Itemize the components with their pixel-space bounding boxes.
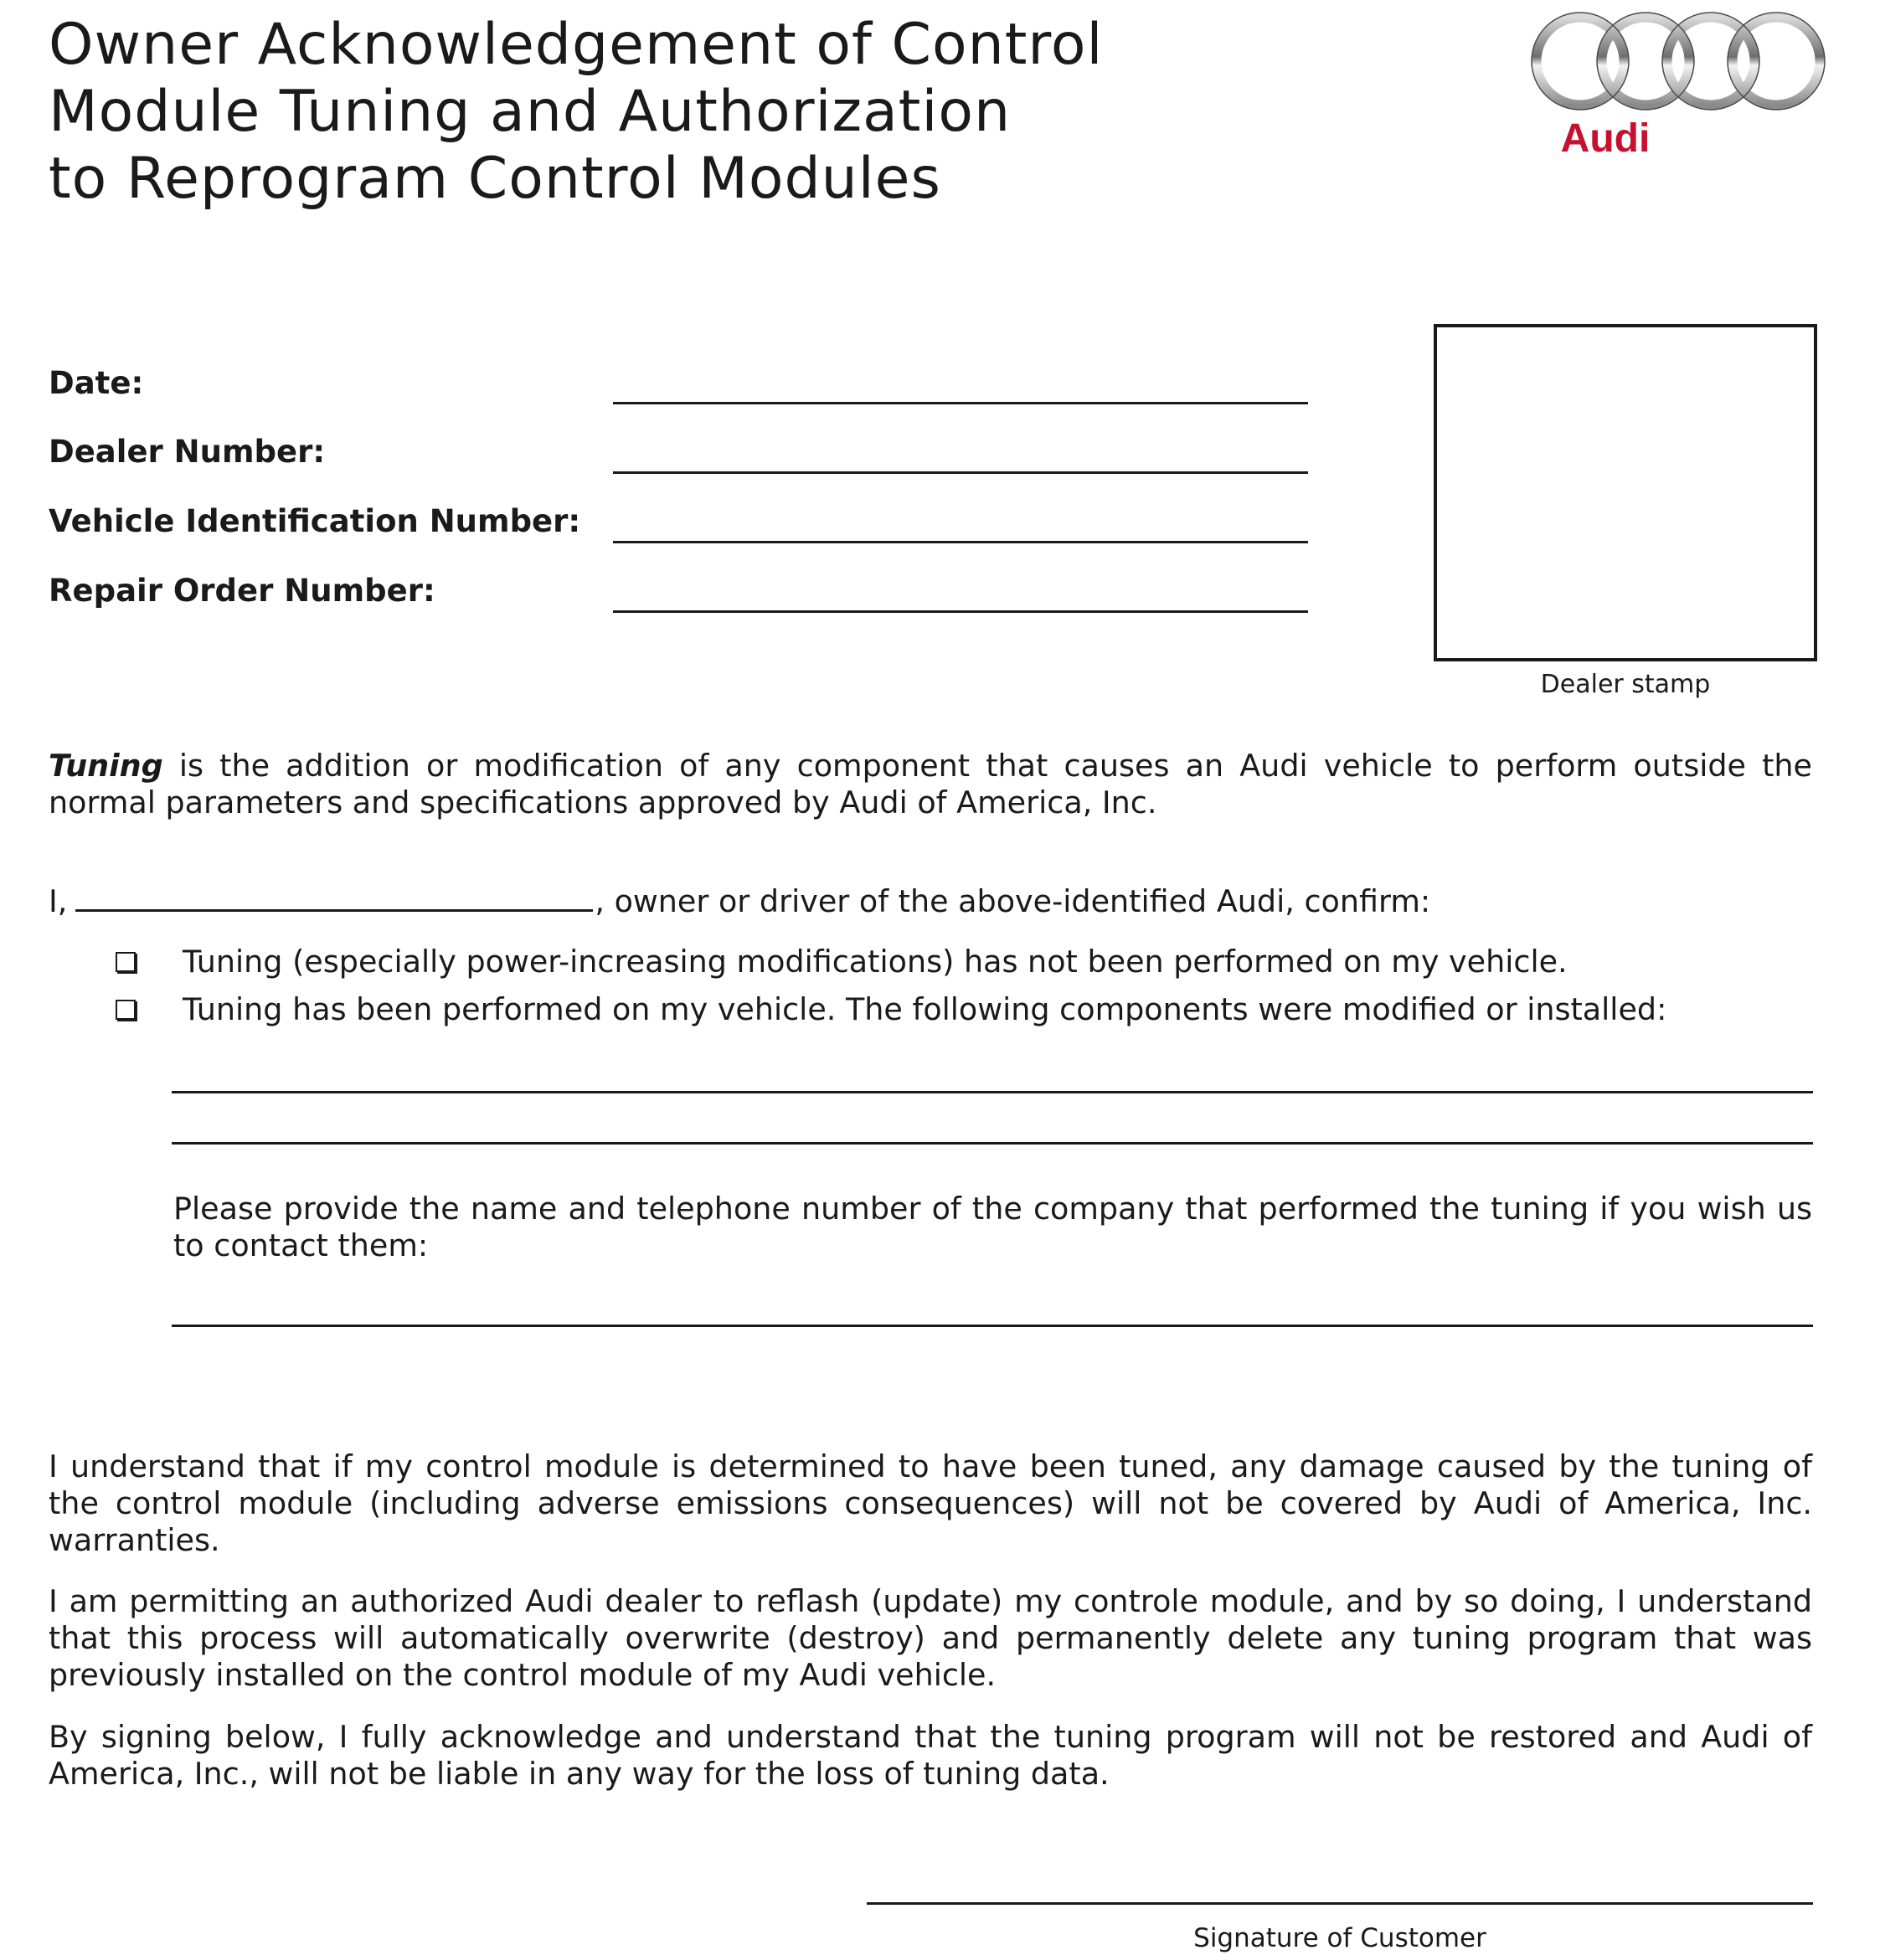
- components-line-2[interactable]: [172, 1142, 1813, 1145]
- tuned-checkbox[interactable]: [116, 1000, 136, 1020]
- dealer-stamp-box: [1434, 324, 1817, 661]
- page-title: [49, 12, 1472, 213]
- vin-field[interactable]: [613, 541, 1308, 543]
- tuning-definition-text: is the addition or modification of any component that causes an Audi vehicle to perform outside the normal parameters and specifications approved by Audi of America, Inc.: [49, 748, 1812, 821]
- dealer-stamp-caption: Dealer stamp: [1540, 670, 1711, 699]
- tuning-term: Tuning: [49, 748, 163, 784]
- owner-name-field[interactable]: [75, 881, 593, 912]
- option-tuned[interactable]: [116, 991, 1666, 1027]
- confirm-prefix: I,: [49, 883, 68, 919]
- brand-wordmark: Audi: [1560, 116, 1651, 161]
- tuning-definition: [49, 748, 1812, 821]
- option-not-tuned-label: Tuning (especially power-increasing modifications) has not been performed on my vehicle.: [183, 944, 1568, 980]
- title-line-2: Module Tuning and Authorization: [49, 79, 1012, 145]
- confirm-statement: [49, 881, 1430, 919]
- company-contact-field[interactable]: [172, 1325, 1813, 1327]
- dealer-number-field[interactable]: [613, 471, 1308, 474]
- signature-caption: Signature of Customer: [1193, 1923, 1486, 1953]
- title-line-3: to Reprogram Control Modules: [49, 146, 941, 212]
- option-not-tuned[interactable]: [116, 944, 1568, 980]
- confirm-suffix: , owner or driver of the above-identified Audi, confirm:: [595, 883, 1431, 919]
- acknowledge-statement: By signing below, I fully acknowledge and understand that the tuning program will not be restored and Audi of America, Inc., will not be liable in any way for the loss of tuning data.: [49, 1719, 1812, 1792]
- dealer-number-label: Dealer Number:: [49, 434, 326, 470]
- date-field[interactable]: [613, 402, 1308, 404]
- date-label: Date:: [49, 365, 144, 401]
- repair-order-field[interactable]: [613, 610, 1308, 613]
- repair-order-label: Repair Order Number:: [49, 573, 435, 609]
- warranty-statement: I understand that if my control module is determined to have been tuned, any damage caused by the tuning of the control module (including adverse emissions consequences) will not be covered by Audi of America, Inc. warranties.: [49, 1448, 1812, 1558]
- components-line-1[interactable]: [172, 1091, 1813, 1093]
- not-tuned-checkbox[interactable]: [116, 952, 136, 972]
- title-line-1: Owner Acknowledgement of Control: [49, 12, 1104, 78]
- contact-prompt: Please provide the name and telephone number of the company that performed the tuning if you wish us to contact them:: [173, 1191, 1812, 1263]
- vin-label: Vehicle Identification Number:: [49, 503, 581, 539]
- reflash-statement: I am permitting an authorized Audi dealer to reflash (update) my controle module, and by so doing, I understand that this process will automatically overwrite (destroy) and permanently delete any tuning program that was previously installed on the control module of my Audi vehicle.: [49, 1583, 1812, 1693]
- signature-field[interactable]: [867, 1902, 1813, 1905]
- option-tuned-label: Tuning has been performed on my vehicle. The following components were modified or installed:: [183, 991, 1667, 1027]
